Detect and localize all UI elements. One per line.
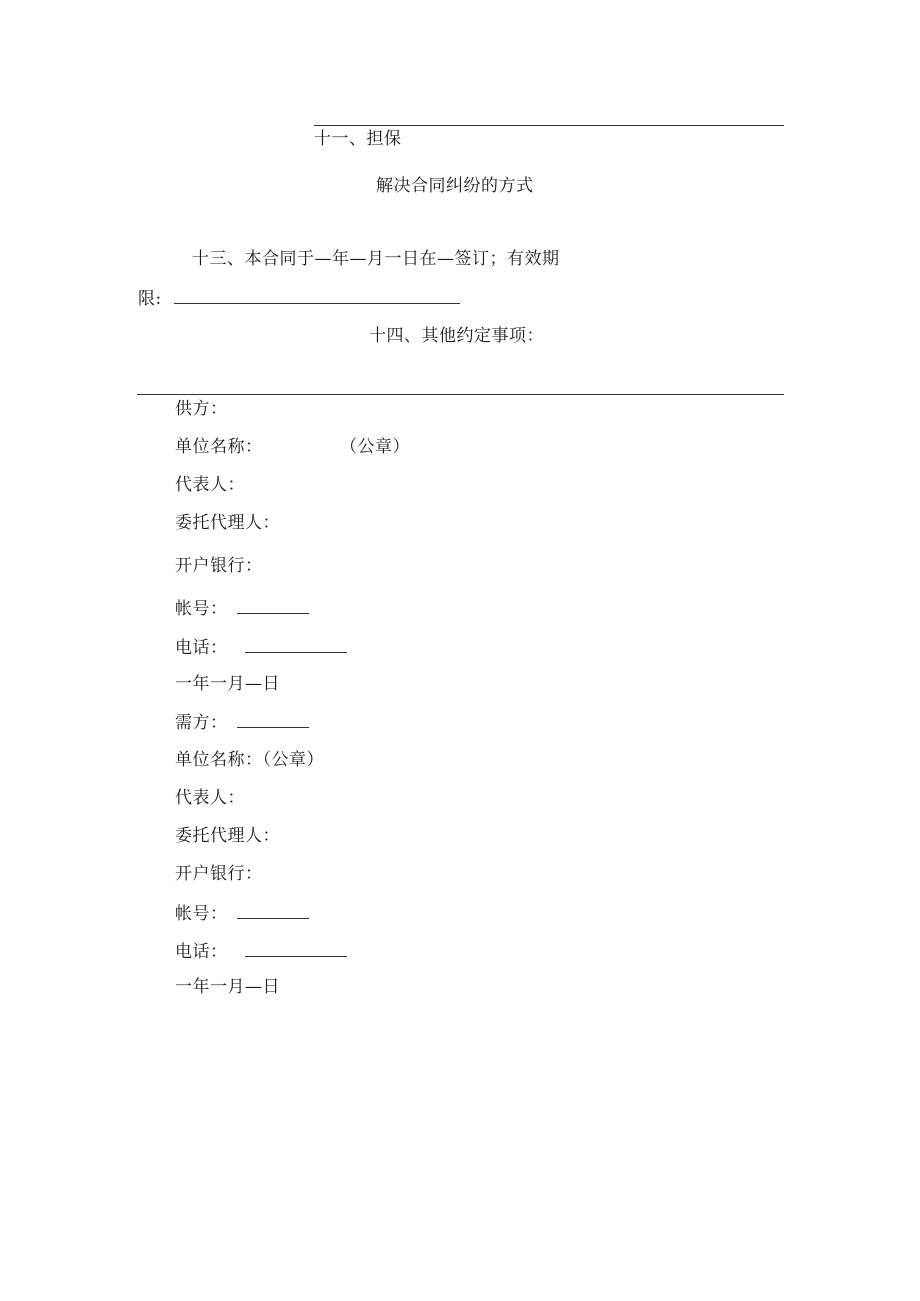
- supplier-unit-name: 单位名称：: [175, 437, 263, 457]
- supplier-phone: [175, 636, 347, 659]
- supplier-account-blank: [237, 597, 309, 614]
- clause-guarantee: 十一、担保: [314, 129, 402, 149]
- buyer-agent: 委托代理人：: [175, 826, 280, 846]
- buyer-representative: 代表人：: [175, 788, 245, 808]
- buyer-account-label: 帐号：: [175, 904, 228, 924]
- buyer-bank: 开户银行：: [175, 864, 263, 884]
- buyer-title-row: [175, 711, 309, 734]
- clause-signing-line1: 十三、本合同于—年—月一日在—签订；有效期: [192, 249, 560, 269]
- buyer-phone-label: 电话：: [175, 942, 228, 962]
- validity-blank: [174, 287, 460, 304]
- clause-other-terms: 十四、其他约定事项：: [369, 326, 544, 346]
- buyer-title: 需方：: [175, 713, 228, 733]
- supplier-bank: 开户银行：: [175, 556, 263, 576]
- supplier-representative: 代表人：: [175, 475, 245, 495]
- buyer-phone: [175, 940, 347, 963]
- supplier-account-label: 帐号：: [175, 599, 228, 619]
- clause-dispute-resolution: 解决合同纠纷的方式: [376, 176, 534, 196]
- other-terms-fill-line: [137, 394, 784, 395]
- supplier-account: [175, 597, 309, 620]
- supplier-phone-label: 电话：: [175, 638, 228, 658]
- buyer-title-blank: [237, 711, 309, 728]
- validity-label: 限:: [138, 289, 162, 309]
- supplier-date: 一年一月—日: [175, 674, 280, 694]
- supplier-phone-blank: [245, 636, 347, 653]
- buyer-phone-blank: [245, 940, 347, 957]
- supplier-seal: （公章）: [340, 437, 410, 457]
- supplier-agent: 委托代理人：: [175, 513, 280, 533]
- clause-signing-line2: [138, 287, 460, 310]
- buyer-account: [175, 902, 309, 925]
- buyer-date: 一年一月—日: [175, 977, 280, 997]
- top-fill-line: [314, 125, 784, 126]
- supplier-title: 供方：: [175, 399, 228, 419]
- buyer-unit-name: 单位名称：（公章）: [175, 750, 324, 770]
- buyer-account-blank: [237, 902, 309, 919]
